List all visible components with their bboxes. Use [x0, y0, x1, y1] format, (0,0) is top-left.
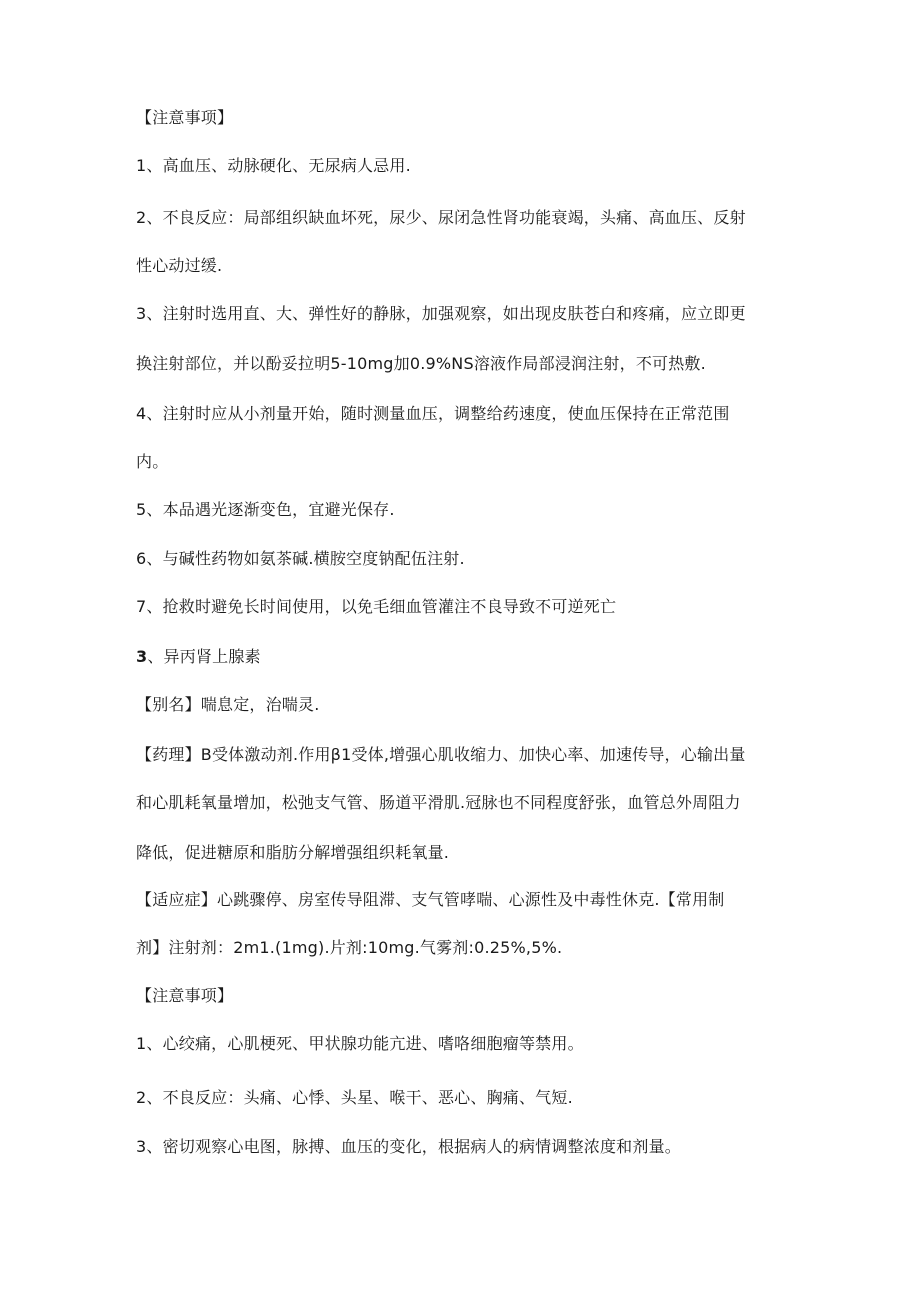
precaution-item-4-line-1: 4、注射时应从小剂量开始，随时测量血压，调整给药速度，使血压保持在正常范围	[136, 404, 730, 423]
precaution-item-7: 7、抢救时避免长时间使用，以免毛细血管灌注不良导致不可逆死亡	[136, 597, 617, 616]
precaution-item-3-line-2: 换注射部位，并以酚妥拉明5-10mg加0.9%NS溶液作局部浸润注射，不可热敷.	[136, 354, 706, 373]
precaution-item-6: 6、与碱性药物如氨茶碱.横胺空度钠配伍注射.	[136, 549, 465, 568]
precaution-2-item-2: 2、不良反应：头痛、心悸、头星、喉干、恶心、胸痛、气短.	[136, 1088, 573, 1107]
section-3-title	[136, 647, 796, 667]
precaution-item-2-line-1: 2、不良反应：局部组织缺血坏死，尿少、尿闭急性肾功能衰竭，头痛、高血压、反射	[136, 208, 746, 227]
pharmacology-line-2: 和心肌耗氧量增加，松弛支气管、肠道平滑肌.冠脉也不同程度舒张，血管总外周阻力	[136, 793, 741, 812]
pharmacology-line-3: 降低，促进糖原和脂肪分解增强组织耗氧量.	[136, 843, 450, 862]
indications-line-2: 剂】注射剂：2m1.(1mg).片剂:10mg.气雾剂:0.25%,5%.	[136, 938, 563, 957]
pharmacology-line-1: 【药理】B受体激动剂.作用β1受体,增强心肌收缩力、加快心率、加速传导，心输出量	[136, 745, 746, 764]
indications-line-1: 【适应症】心跳骤停、房室传导阻滞、支气管哮喘、心源性及中毒性休克.【常用制	[136, 890, 725, 909]
precautions-heading-2: 【注意事项】	[136, 986, 234, 1005]
precaution-2-item-1: 1、心绞痛，心肌梗死、甲状腺功能亢进、嗜咯细胞瘤等禁用。	[136, 1034, 584, 1053]
precaution-item-1: 1、高血压、动脉硬化、无尿病人忌用.	[136, 156, 411, 175]
section-3-number: 3	[136, 647, 148, 666]
precautions-heading: 【注意事项】	[136, 108, 234, 127]
alias-line: 【别名】喘息定，治喘灵.	[136, 695, 320, 714]
precaution-item-3-line-1: 3、注射时选用直、大、弹性好的静脉，加强观察，如出现皮肤苍白和疼痛，应立即更	[136, 304, 746, 323]
precaution-2-item-3: 3、密切观察心电图，脉搏、血压的变化，根据病人的病情调整浓度和剂量。	[136, 1137, 681, 1156]
precaution-item-2-line-2: 性心动过缓.	[136, 256, 223, 275]
section-3-drug-name: 、异丙肾上腺素	[147, 647, 261, 666]
precaution-item-4-line-2: 内。	[136, 452, 169, 471]
precaution-item-5: 5、本品遇光逐渐变色，宜避光保存.	[136, 500, 395, 519]
